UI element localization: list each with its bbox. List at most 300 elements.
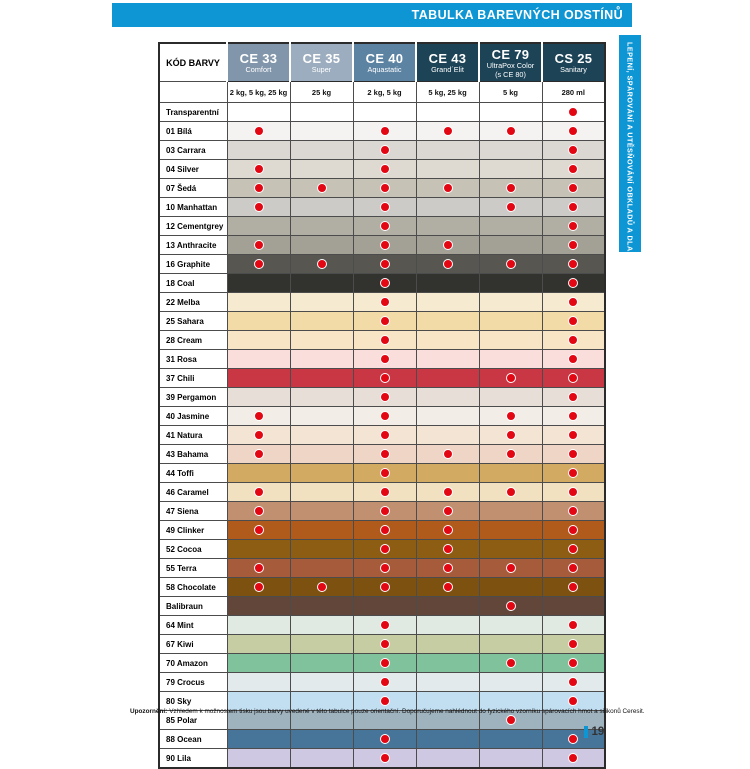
availability-dot [568,620,578,630]
availability-cell [290,559,353,578]
availability-cell [227,730,290,749]
availability-cell [290,654,353,673]
availability-dot [568,183,578,193]
availability-cell [227,483,290,502]
availability-dot [254,240,264,250]
availability-cell [353,464,416,483]
availability-dot [568,658,578,668]
availability-cell [479,331,542,350]
availability-cell [479,141,542,160]
availability-dot [506,430,516,440]
availability-cell [416,122,479,141]
availability-dot [254,411,264,421]
availability-cell [353,312,416,331]
color-row [159,426,605,445]
availability-cell [227,350,290,369]
availability-cell [290,749,353,769]
availability-cell [290,635,353,654]
availability-dot [443,259,453,269]
availability-cell [353,179,416,198]
availability-cell [416,179,479,198]
color-row [159,559,605,578]
color-code-label: 43 Bahama [159,445,227,464]
availability-dot [506,183,516,193]
availability-cell [353,426,416,445]
availability-cell [353,578,416,597]
color-shade-table [158,42,606,769]
availability-dot [380,221,390,231]
availability-dot [380,164,390,174]
availability-dot [506,658,516,668]
availability-cell [353,635,416,654]
availability-cell [416,350,479,369]
color-row [159,255,605,274]
availability-cell [227,578,290,597]
availability-cell [227,673,290,692]
color-code-label: 64 Mint [159,616,227,635]
availability-cell [353,198,416,217]
availability-dot [254,525,264,535]
title-bar [112,3,632,27]
color-row [159,369,605,388]
availability-cell [353,616,416,635]
availability-cell [542,540,605,559]
availability-cell [227,160,290,179]
availability-dot [443,544,453,554]
availability-dot [380,468,390,478]
color-row [159,312,605,331]
availability-cell [542,407,605,426]
package-size: 5 kg [479,82,542,103]
availability-cell [227,217,290,236]
availability-cell [542,445,605,464]
color-code-label: Balibraun [159,597,227,616]
availability-cell [479,369,542,388]
availability-dot [443,183,453,193]
side-tab-label: LEPENÍ, SPÁROVÁNÍ A UTĚSŇOVÁNÍ OBKLADŮ A DLAŽBY [625,42,635,268]
color-row [159,464,605,483]
availability-cell [290,426,353,445]
availability-dot [254,164,264,174]
availability-cell [290,388,353,407]
availability-dot [317,183,327,193]
availability-cell [479,502,542,521]
availability-cell [416,198,479,217]
availability-cell [479,616,542,635]
availability-cell [290,597,353,616]
availability-cell [290,293,353,312]
availability-cell [542,654,605,673]
availability-cell [227,426,290,445]
color-code-label: 44 Toffi [159,464,227,483]
availability-cell [227,179,290,198]
color-code-label: 85 Polar [159,711,227,730]
color-code-label: 10 Manhattan [159,198,227,217]
color-code-label: 01 Bílá [159,122,227,141]
color-row [159,274,605,293]
availability-dot [317,259,327,269]
availability-cell [542,141,605,160]
availability-dot [568,639,578,649]
availability-cell [542,369,605,388]
availability-dot [380,658,390,668]
availability-cell [290,540,353,559]
availability-cell [479,388,542,407]
availability-dot [568,753,578,763]
availability-cell [353,160,416,179]
availability-cell [290,502,353,521]
availability-cell [227,407,290,426]
page-title: TABULKA BAREVNÝCH ODSTÍNŮ [411,8,623,22]
color-code-label: 58 Chocolate [159,578,227,597]
availability-cell [416,749,479,769]
column-header-ce-35: CE 35 Super [290,43,353,82]
availability-cell [416,103,479,122]
availability-dot [380,316,390,326]
color-code-label: 13 Anthracite [159,236,227,255]
availability-cell [227,616,290,635]
color-row [159,616,605,635]
availability-dot [254,202,264,212]
availability-cell [416,502,479,521]
availability-dot [568,373,578,383]
availability-cell [353,673,416,692]
availability-cell [290,274,353,293]
availability-cell [479,407,542,426]
availability-cell [353,502,416,521]
availability-cell [542,597,605,616]
availability-dot [568,525,578,535]
availability-dot [568,468,578,478]
color-row [159,160,605,179]
availability-dot [568,278,578,288]
availability-cell [542,616,605,635]
availability-cell [290,369,353,388]
color-row [159,578,605,597]
availability-dot [568,696,578,706]
color-code-label: 40 Jasmine [159,407,227,426]
color-row [159,122,605,141]
availability-cell [416,654,479,673]
availability-cell [416,597,479,616]
availability-cell [290,445,353,464]
color-row [159,217,605,236]
color-row [159,236,605,255]
availability-cell [479,635,542,654]
availability-cell [416,730,479,749]
color-row [159,293,605,312]
column-header-cs-25: CS 25 Sanitary [542,43,605,82]
availability-cell [416,312,479,331]
availability-dot [254,449,264,459]
color-row [159,198,605,217]
color-code-label: 22 Melba [159,293,227,312]
color-code-label: 41 Natura [159,426,227,445]
availability-dot [380,506,390,516]
availability-cell [353,122,416,141]
availability-cell [290,141,353,160]
availability-cell [290,331,353,350]
availability-cell [479,749,542,769]
availability-dot [568,259,578,269]
availability-cell [542,559,605,578]
availability-cell [542,388,605,407]
availability-cell [353,654,416,673]
availability-dot [443,240,453,250]
availability-cell [227,274,290,293]
color-code-label: 12 Cementgrey [159,217,227,236]
availability-dot [380,411,390,421]
availability-dot [506,563,516,573]
availability-dot [568,430,578,440]
package-size: 2 kg, 5 kg, 25 kg [227,82,290,103]
color-row [159,521,605,540]
availability-dot [568,335,578,345]
color-row [159,331,605,350]
availability-dot [568,354,578,364]
availability-dot [254,259,264,269]
availability-dot [380,259,390,269]
footnote-label: Upozornění: [130,708,168,715]
availability-cell [542,331,605,350]
availability-cell [542,179,605,198]
color-code-label: 04 Silver [159,160,227,179]
availability-cell [479,103,542,122]
package-size: 280 ml [542,82,605,103]
availability-cell [227,540,290,559]
color-code-label: 16 Graphite [159,255,227,274]
availability-dot [568,240,578,250]
availability-dot [380,639,390,649]
availability-cell [479,521,542,540]
availability-cell [542,293,605,312]
availability-cell [227,502,290,521]
availability-cell [479,217,542,236]
color-row [159,635,605,654]
availability-cell [353,255,416,274]
availability-dot [380,183,390,193]
availability-dot [568,126,578,136]
availability-dot [380,620,390,630]
availability-dot [254,582,264,592]
availability-dot [443,563,453,573]
availability-dot [380,335,390,345]
availability-cell [416,521,479,540]
availability-cell [353,749,416,769]
color-code-label: 49 Clinker [159,521,227,540]
availability-cell [416,407,479,426]
availability-cell [416,540,479,559]
availability-dot [380,145,390,155]
availability-cell [353,559,416,578]
page-number-accent-bar [584,726,588,738]
page-number: 19 [591,726,605,738]
color-code-label: 39 Pergamon [159,388,227,407]
availability-dot [380,126,390,136]
color-row [159,654,605,673]
availability-cell [227,236,290,255]
availability-cell [542,312,605,331]
availability-cell [227,521,290,540]
availability-cell [353,445,416,464]
availability-dot [506,411,516,421]
availability-cell [479,236,542,255]
availability-cell [227,312,290,331]
availability-cell [416,369,479,388]
availability-cell [290,122,353,141]
package-size: 2 kg, 5 kg [353,82,416,103]
availability-cell [227,255,290,274]
color-code-label: 03 Carrara [159,141,227,160]
availability-dot [568,202,578,212]
availability-dot [254,563,264,573]
availability-cell [353,350,416,369]
availability-cell [479,426,542,445]
package-corner-empty [159,82,227,103]
availability-cell [227,559,290,578]
availability-cell [542,426,605,445]
availability-dot [568,449,578,459]
availability-cell [227,369,290,388]
availability-dot [380,373,390,383]
footnote-text: Vzhledem k možnostem tisku jsou barvy uvedené v této tabulce pouze orientační. Doporučujeme nahlédnout do fyzického vzorníku spárovacích hmot a silikonů Ceresit. [169,708,645,715]
availability-cell [290,464,353,483]
availability-cell [290,103,353,122]
color-code-label: 25 Sahara [159,312,227,331]
availability-dot [380,753,390,763]
color-row [159,483,605,502]
color-code-label: 07 Šedá [159,179,227,198]
availability-cell [479,179,542,198]
availability-cell [542,217,605,236]
color-code-label: 88 Ocean [159,730,227,749]
availability-cell [479,255,542,274]
color-code-label: 47 Siena [159,502,227,521]
availability-dot [506,487,516,497]
availability-dot [568,107,578,117]
availability-dot [380,240,390,250]
availability-dot [380,297,390,307]
availability-dot [254,183,264,193]
availability-cell [416,635,479,654]
availability-cell [290,312,353,331]
availability-cell [353,103,416,122]
availability-cell [479,293,542,312]
availability-cell [416,616,479,635]
availability-cell [290,350,353,369]
availability-dot [568,544,578,554]
availability-cell [479,445,542,464]
availability-dot [443,582,453,592]
availability-cell [416,293,479,312]
availability-dot [380,696,390,706]
availability-dot [568,487,578,497]
availability-dot [443,487,453,497]
page-number-block [584,726,604,738]
availability-cell [290,521,353,540]
availability-dot [380,734,390,744]
availability-cell [290,578,353,597]
availability-dot [380,677,390,687]
availability-dot [568,316,578,326]
color-code-label: 67 Kiwi [159,635,227,654]
availability-cell [542,521,605,540]
availability-dot [506,202,516,212]
color-row [159,749,605,769]
availability-dot [380,582,390,592]
column-header-ce-33: CE 33 Comfort [227,43,290,82]
availability-cell [479,597,542,616]
availability-cell [227,654,290,673]
availability-dot [443,525,453,535]
availability-cell [353,293,416,312]
availability-cell [353,521,416,540]
availability-cell [416,559,479,578]
availability-cell [227,445,290,464]
availability-dot [254,487,264,497]
availability-dot [568,506,578,516]
availability-dot [380,354,390,364]
availability-cell [542,749,605,769]
availability-cell [542,483,605,502]
availability-cell [416,388,479,407]
availability-cell [290,179,353,198]
availability-cell [290,483,353,502]
availability-cell [479,464,542,483]
availability-cell [542,502,605,521]
availability-dot [380,278,390,288]
availability-dot [506,126,516,136]
color-row [159,597,605,616]
availability-cell [227,198,290,217]
product-header-row [159,43,605,82]
availability-cell [479,274,542,293]
color-row [159,179,605,198]
availability-dot [568,582,578,592]
availability-cell [416,217,479,236]
availability-dot [254,430,264,440]
availability-cell [542,464,605,483]
color-code-label: 18 Coal [159,274,227,293]
availability-cell [227,293,290,312]
color-row [159,350,605,369]
availability-cell [353,217,416,236]
availability-cell [416,445,479,464]
availability-cell [290,160,353,179]
availability-cell [227,331,290,350]
availability-cell [290,407,353,426]
package-size: 25 kg [290,82,353,103]
availability-dot [380,544,390,554]
availability-dot [443,449,453,459]
availability-dot [568,221,578,231]
availability-cell [479,350,542,369]
color-code-label: 37 Chili [159,369,227,388]
availability-cell [416,274,479,293]
availability-cell [353,597,416,616]
footnote [130,708,645,715]
availability-cell [542,350,605,369]
availability-cell [542,103,605,122]
availability-cell [416,578,479,597]
color-code-label: 79 Crocus [159,673,227,692]
availability-cell [542,236,605,255]
availability-dot [380,202,390,212]
column-header-ce-43: CE 43 Grand´Elit [416,43,479,82]
availability-dot [568,297,578,307]
availability-cell [416,236,479,255]
availability-cell [416,331,479,350]
